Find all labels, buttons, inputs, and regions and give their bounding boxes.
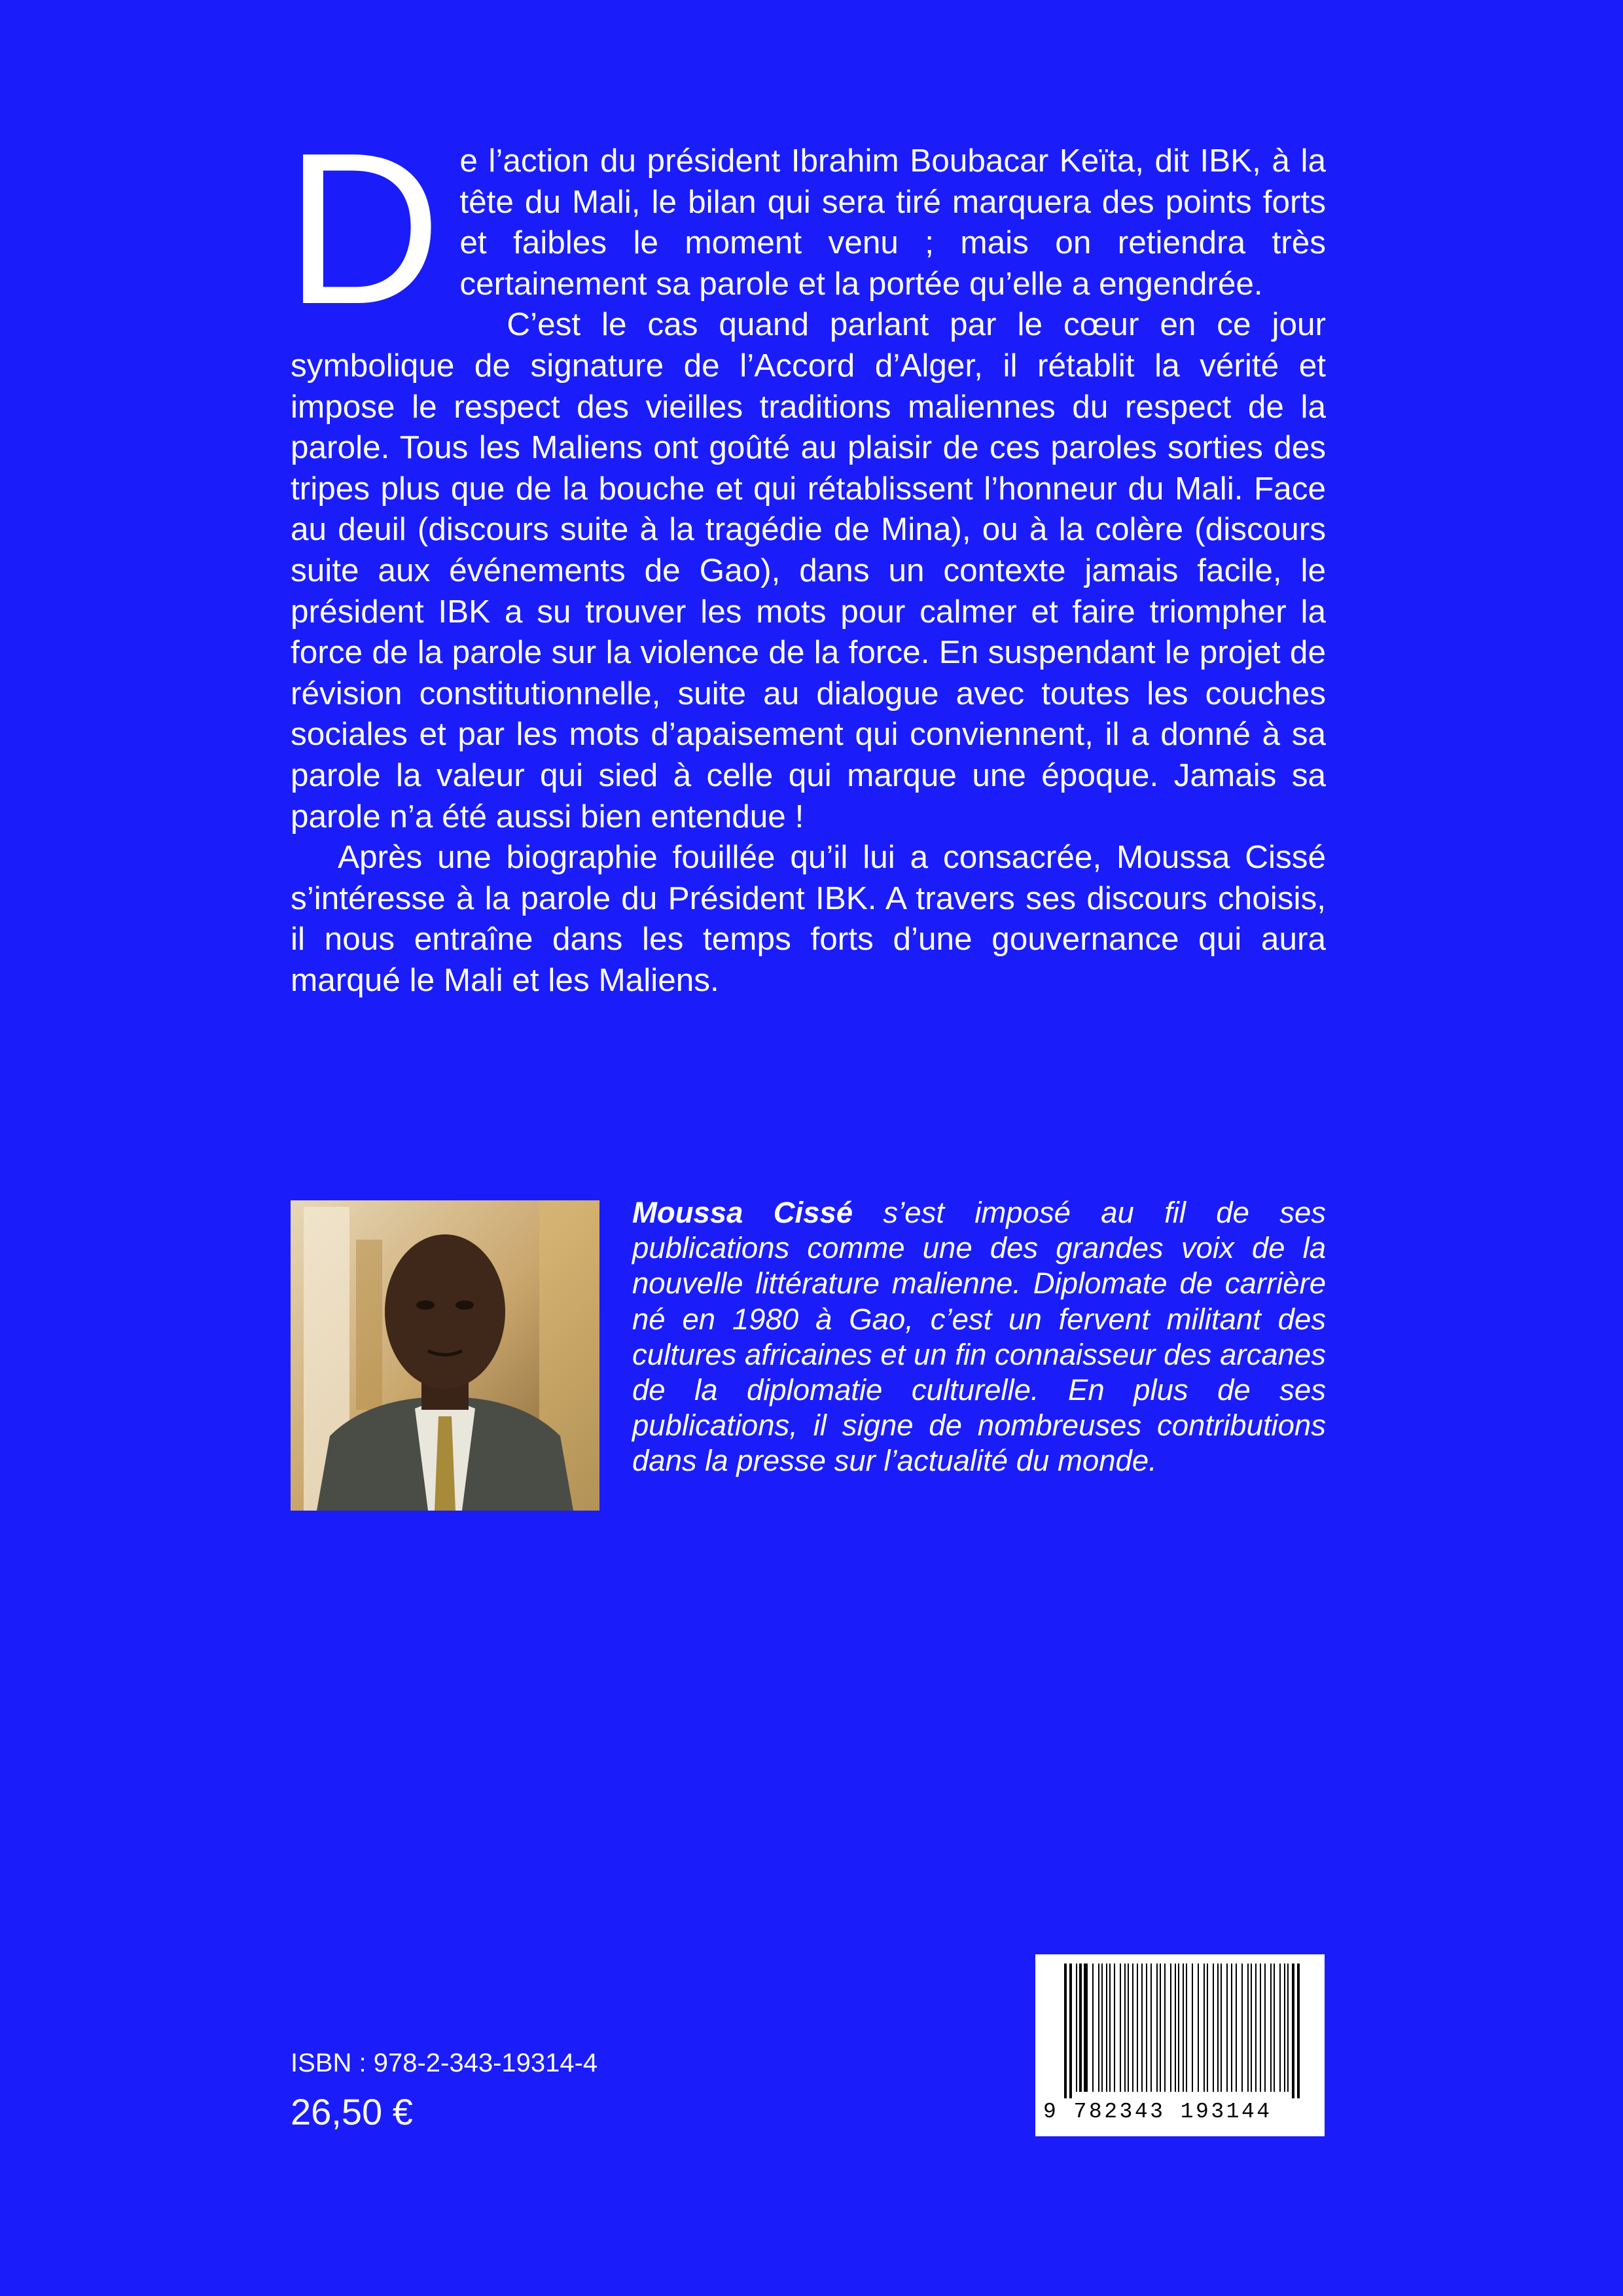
barcode-bar	[1164, 1964, 1166, 2092]
barcode-bar	[1141, 1964, 1143, 2092]
barcode-bar	[1150, 1964, 1152, 2092]
barcode-bar	[1217, 1964, 1219, 2092]
barcode-bar	[1213, 1964, 1214, 2092]
author-photo	[291, 1200, 599, 1511]
barcode-bar	[1284, 1964, 1285, 2092]
author-bio-text: s’est imposé au fil de ses publications comme une des grandes voix de la nouvelle littérature malienne. Diplomate de carrière né en 1980 à Gao, c’est un fervent militant des cultures africaines et un fin connaisseur des arcanes de la diplomatie culturelle. En plus de ses publications, il signe de nombreuses contributions dans la presse sur l’actualité du monde.	[632, 1196, 1326, 1478]
barcode-bar	[1137, 1964, 1138, 2092]
barcode-bar	[1186, 1964, 1187, 2092]
blurb-paragraph-2: C’est le cas quand parlant par le cœur en ce jour symbolique de signature de l’Accord d’Alger, il rétablit la vérité et impose le respect des vieilles traditions maliennes du respect de la parole. Tous les Maliens ont goûté au plaisir de ces paroles sorties des tripes plus que de la bouche et qui rétablissent l’honneur du Mali. Face au deuil (discours suite à la tragédie de Mina), ou à la colère (discours suite aux événements de Gao), dans un contexte jamais facile, le président IBK a su trouver les mots pour calmer et faire triompher la force de la parole sur la violence de la force. En suspendant le projet de révision constitutionnelle, suite au dialogue avec toutes les couches sociales et par les mots d’apaisement qui conviennent, il a donné à sa parole la valeur qui sied à celle qui marque une époque. Jamais sa parole n’a été aussi bien entendue !	[291, 306, 1326, 834]
barcode-bar	[1279, 1964, 1281, 2092]
author-bio	[632, 1195, 1326, 1479]
barcode-bar	[1079, 1964, 1082, 2092]
barcode-bar	[1156, 1964, 1158, 2092]
barcode-bar	[1076, 1964, 1077, 2092]
blurb-paragraph-1	[285, 107, 1326, 349]
barcode-bar	[1109, 1964, 1111, 2092]
barcode-bar	[1114, 1964, 1115, 2092]
barcode-bar	[1101, 1964, 1103, 2092]
barcode-bar	[1255, 1964, 1257, 2092]
barcode-digits: 9 782343 193144	[1043, 2100, 1272, 2124]
barcode-bar	[1120, 1964, 1121, 2092]
barcode-bar	[1160, 1964, 1161, 2092]
barcode-bar	[1251, 1964, 1252, 2092]
barcode-bar	[1236, 1964, 1237, 2092]
barcode-bar	[1274, 1964, 1275, 2092]
barcode-bar	[1170, 1964, 1171, 2092]
barcode-bar	[1221, 1964, 1222, 2092]
barcode-guard-bar	[1292, 1964, 1294, 2098]
barcode-bar	[1178, 1964, 1179, 2092]
barcode-bar	[1124, 1964, 1126, 2092]
barcode-bar	[1264, 1964, 1266, 2092]
barcode-bar	[1247, 1964, 1249, 2092]
barcode-guard-bar	[1069, 1964, 1072, 2098]
barcode-bar	[1084, 1964, 1088, 2092]
barcode-bar	[1204, 1964, 1205, 2092]
barcode	[1035, 1954, 1325, 2136]
barcode-bar	[1287, 1964, 1289, 2092]
barcode-bar	[1260, 1964, 1261, 2092]
barcode-bar	[1146, 1964, 1147, 2092]
barcode-bar	[1207, 1964, 1208, 2092]
blurb-paragraph-1-text: e l’action du président Ibrahim Boubacar Keïta, dit IBK, à la tête du Mali, le bilan qui sera tiré marquera des points forts et faibles le moment venu ; mais on retiendra très certainement sa parole et la portée qu’elle a engendrée.	[459, 143, 1326, 302]
barcode-bar	[1106, 1964, 1107, 2092]
barcode-bar	[1128, 1964, 1129, 2092]
back-cover-blurb	[285, 107, 1326, 1001]
barcode-guard-bar	[1064, 1964, 1067, 2098]
barcode-bar	[1098, 1964, 1099, 2092]
barcode-bar	[1175, 1964, 1176, 2092]
barcode-guard-bar	[1297, 1964, 1300, 2098]
barcode-bar	[1183, 1964, 1184, 2092]
barcode-bar	[1231, 1964, 1232, 2092]
barcode-bar	[1092, 1964, 1094, 2092]
barcode-bar	[1226, 1964, 1228, 2092]
barcode-bar	[1132, 1964, 1133, 2092]
barcode-bars	[1035, 1954, 1325, 2098]
price: 26,50 €	[291, 2091, 413, 2132]
barcode-bar	[1270, 1964, 1272, 2092]
isbn: ISBN : 978-2-343-19314-4	[291, 2049, 598, 2077]
barcode-bar	[1192, 1964, 1193, 2092]
barcode-bar	[1241, 1964, 1243, 2092]
barcode-bar	[1198, 1964, 1199, 2092]
drop-cap: D	[285, 107, 442, 349]
blurb-paragraph-3: Après une biographie fouillée qu’il lui a consacrée, Moussa Cissé s’intéresse à la parole du Président IBK. A travers ses discours choisis, il nous entraîne dans les temps forts d’une gouvernance qui aura marqué le Mali et les Maliens.	[291, 839, 1326, 998]
author-name: Moussa Cissé	[632, 1196, 853, 1229]
